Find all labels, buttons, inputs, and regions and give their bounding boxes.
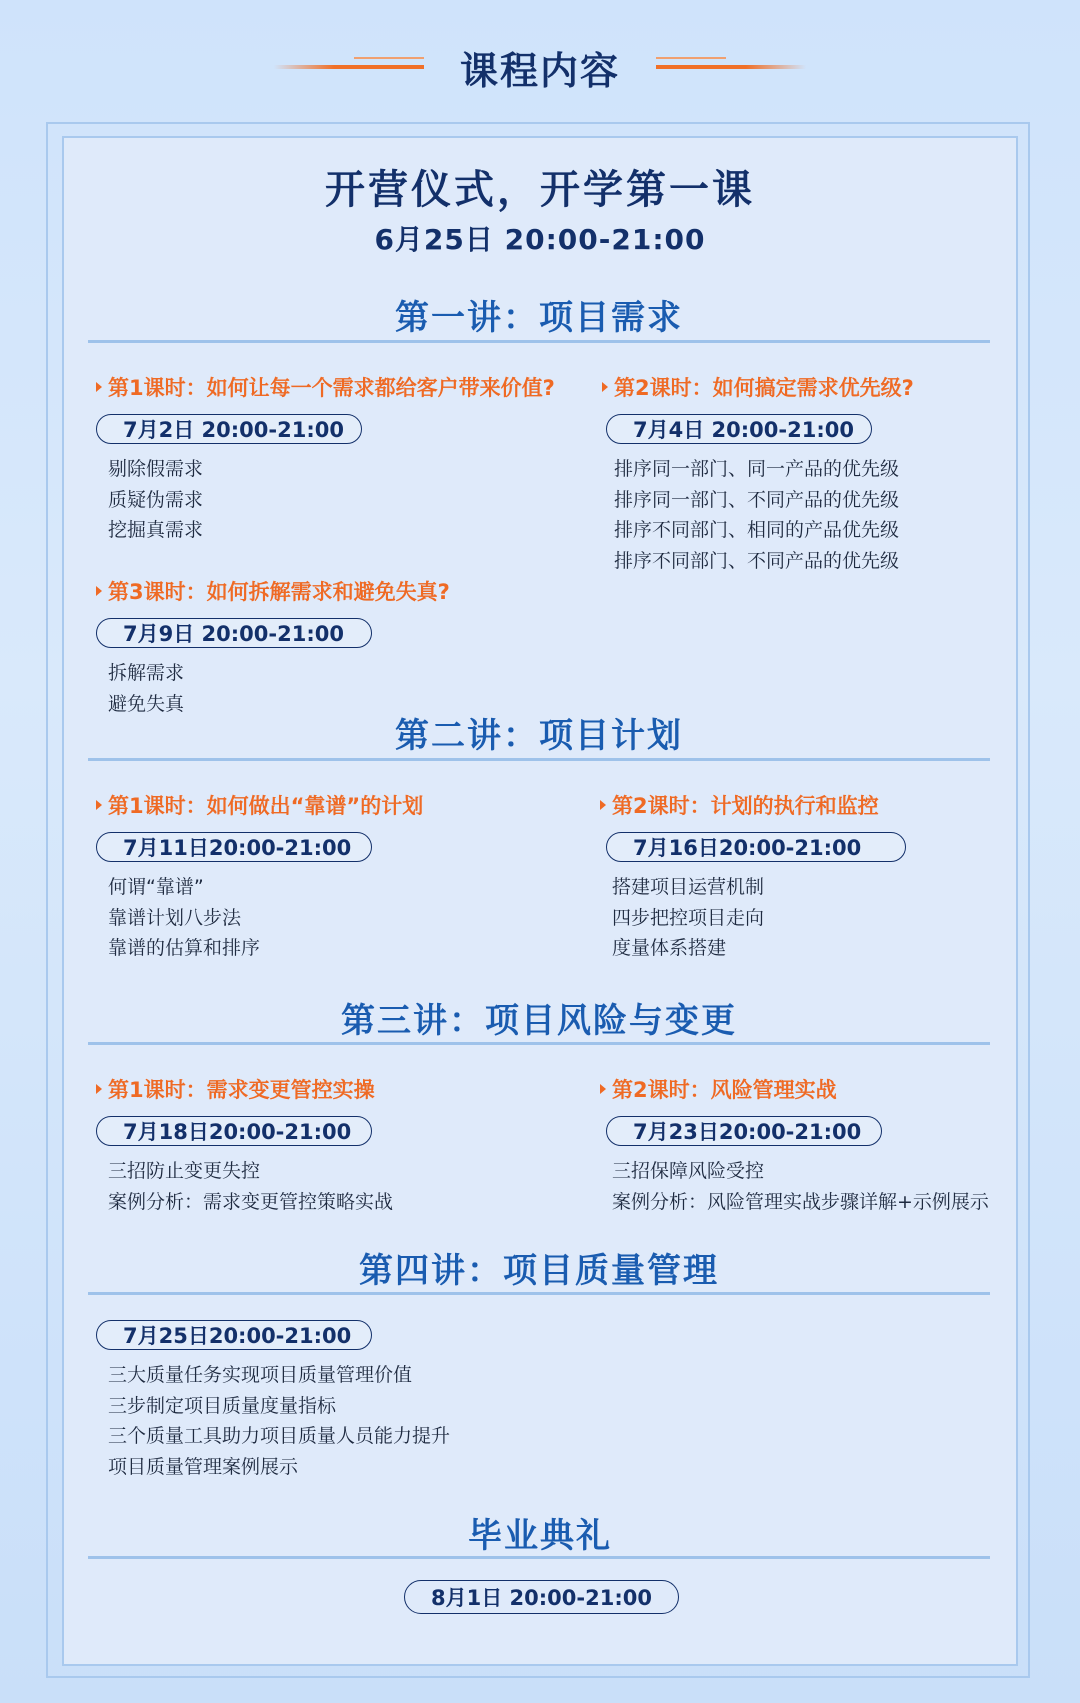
page-title: 课程内容 [459,48,620,93]
arrow-icon [96,800,102,810]
opening-title: 开营仪式，开学第一课 [325,167,755,213]
lecture-1-session-3 [96,576,576,719]
section-header [0,35,1080,99]
session-time-pill: 7月23日20:00-21:00 [606,1116,882,1146]
arrow-icon [602,382,608,392]
list-item: 项目质量管理案例展示 [108,1455,299,1478]
list-item: 案例分析：需求变更管控策略实战 [108,1190,394,1213]
list-item: 三步制定项目质量度量指标 [108,1394,337,1417]
list-item: 排序不同部门、不同产品的优先级 [614,549,900,572]
session-time-pill: 7月25日20:00-21:00 [96,1320,372,1350]
lecture-4-session-1 [96,1320,696,1482]
session-time-pill: 7月16日20:00-21:00 [606,832,906,862]
divider [88,1042,990,1045]
divider [88,758,990,761]
session-items [96,872,576,964]
session-items [96,454,576,546]
lecture-4-heading: 第四讲：项目质量管理 [359,1251,719,1291]
list-item: 靠谱计划八步法 [108,906,242,929]
arrow-icon [600,800,606,810]
list-item: 拆解需求 [108,662,185,684]
decorative-line-right [656,65,806,69]
lecture-1-session-1 [96,372,576,546]
arrow-icon [96,382,102,392]
list-item: 四步把控项目走向 [612,906,765,929]
session-items [96,1156,576,1217]
list-item: 排序不同部门、相同的产品优先级 [614,519,900,541]
decorative-line-left [274,65,424,69]
list-item: 三大质量任务实现项目质量管理价值 [108,1364,413,1386]
arrow-icon [96,586,102,596]
session-title: 第1课时：如何做出“靠谱”的计划 [108,794,424,818]
session-time-pill: 7月9日 20:00-21:00 [96,618,372,648]
list-item: 挖掘真需求 [108,519,204,541]
list-item: 排序同一部门、不同产品的优先级 [614,488,900,511]
list-item: 质疑伪需求 [108,488,204,511]
session-title: 第2课时：计划的执行和监控 [612,794,879,818]
session-title: 第1课时：如何让每一个需求都给客户带来价值? [108,376,555,400]
lecture-2-session-1 [96,790,576,964]
graduation-time-pill: 8月1日 20:00-21:00 [404,1580,679,1614]
session-items [96,1360,696,1482]
session-title: 第3课时：如何拆解需求和避免失真? [108,580,450,604]
list-item: 何谓“靠谱” [108,876,204,898]
list-item: 搭建项目运营机制 [612,876,765,898]
lecture-2-session-2 [600,790,1000,964]
list-item: 靠谱的估算和排序 [108,937,261,959]
list-item: 三个质量工具助力项目质量人员能力提升 [108,1425,451,1447]
session-time-pill: 7月11日20:00-21:00 [96,832,372,862]
arrow-icon [96,1084,102,1094]
arrow-icon [600,1084,606,1094]
opening-time: 6月25日 20:00-21:00 [374,223,706,256]
divider [88,1292,990,1295]
session-time-pill: 7月18日20:00-21:00 [96,1116,372,1146]
session-title: 第2课时：如何搞定需求优先级? [614,376,914,400]
session-title: 第1课时：需求变更管控实操 [108,1078,375,1102]
list-item: 避免失真 [108,692,185,715]
lecture-3-session-2 [600,1074,1010,1217]
list-item: 度量体系搭建 [612,937,727,959]
list-item: 三招保障风险受控 [612,1160,765,1182]
session-items [602,454,1002,576]
list-item: 剔除假需求 [108,458,204,480]
divider [88,340,990,343]
list-item: 案例分析：风险管理实战步骤详解+示例展示 [612,1190,989,1213]
divider [88,1556,990,1559]
lecture-3-session-1 [96,1074,576,1217]
graduation-heading: 毕业典礼 [468,1516,612,1556]
session-items [600,872,1000,964]
session-items [600,1156,1010,1217]
session-time-pill: 7月2日 20:00-21:00 [96,414,362,444]
list-item: 三招防止变更失控 [108,1160,261,1182]
lecture-1-heading: 第一讲：项目需求 [395,298,683,338]
lecture-2-heading: 第二讲：项目计划 [395,716,683,756]
lecture-1-session-2 [602,372,1002,576]
list-item: 排序同一部门、同一产品的优先级 [614,458,900,480]
lecture-3-heading: 第三讲：项目风险与变更 [341,1001,737,1041]
session-title: 第2课时：风险管理实战 [612,1078,837,1102]
session-time-pill: 7月4日 20:00-21:00 [606,414,872,444]
